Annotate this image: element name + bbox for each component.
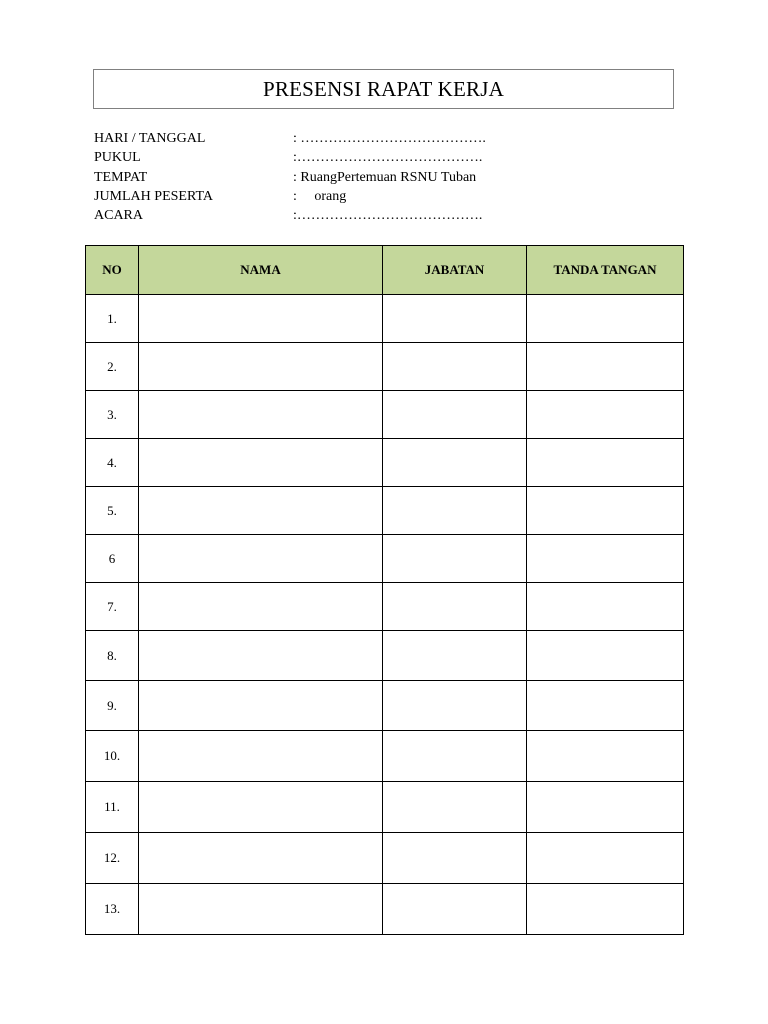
table-row <box>86 782 684 833</box>
cell-nama[interactable] <box>139 295 383 343</box>
cell-no: 10. <box>86 731 139 782</box>
cell-no: 12. <box>86 833 139 884</box>
cell-tanda-tangan[interactable] <box>527 884 684 935</box>
table-row <box>86 583 684 631</box>
cell-no: 8. <box>86 631 139 681</box>
info-label: TEMPAT <box>94 169 148 185</box>
cell-nama[interactable] <box>139 631 383 681</box>
table-row <box>86 439 684 487</box>
cell-no: 7. <box>86 583 139 631</box>
info-value: : …………………………………. <box>293 131 486 146</box>
cell-nama[interactable] <box>139 343 383 391</box>
cell-jabatan[interactable] <box>383 833 527 884</box>
cell-jabatan[interactable] <box>383 487 527 535</box>
cell-tanda-tangan[interactable] <box>527 439 684 487</box>
cell-nama[interactable] <box>139 681 383 731</box>
meeting-info <box>94 129 654 225</box>
cell-tanda-tangan[interactable] <box>527 833 684 884</box>
cell-tanda-tangan[interactable] <box>527 295 684 343</box>
info-value: :…………………………………. <box>293 150 483 166</box>
cell-jabatan[interactable] <box>383 583 527 631</box>
cell-no: 4. <box>86 439 139 487</box>
table-row <box>86 391 684 439</box>
table-row <box>86 343 684 391</box>
cell-jabatan[interactable] <box>383 631 527 681</box>
info-value: : orang <box>293 188 347 204</box>
cell-no: 11. <box>86 782 139 833</box>
info-row-date <box>94 129 654 148</box>
cell-tanda-tangan[interactable] <box>527 782 684 833</box>
cell-jabatan[interactable] <box>383 391 527 439</box>
info-row-time <box>94 148 654 167</box>
info-label: HARI / TANGGAL <box>94 131 206 146</box>
cell-no: 13. <box>86 884 139 935</box>
cell-tanda-tangan[interactable] <box>527 391 684 439</box>
document-title-box <box>93 69 674 109</box>
cell-jabatan[interactable] <box>383 535 527 583</box>
table-row <box>86 833 684 884</box>
info-label: JUMLAH PESERTA <box>94 188 213 204</box>
cell-nama[interactable] <box>139 391 383 439</box>
cell-nama[interactable] <box>139 782 383 833</box>
cell-tanda-tangan[interactable] <box>527 731 684 782</box>
cell-jabatan[interactable] <box>383 782 527 833</box>
cell-jabatan[interactable] <box>383 681 527 731</box>
document-title: PRESENSI RAPAT KERJA <box>263 76 504 101</box>
cell-jabatan[interactable] <box>383 731 527 782</box>
table-row <box>86 884 684 935</box>
cell-tanda-tangan[interactable] <box>527 535 684 583</box>
info-label: ACARA <box>94 208 144 224</box>
cell-jabatan[interactable] <box>383 343 527 391</box>
cell-no: 9. <box>86 681 139 731</box>
cell-tanda-tangan[interactable] <box>527 583 684 631</box>
cell-jabatan[interactable] <box>383 884 527 935</box>
table-row <box>86 631 684 681</box>
cell-jabatan[interactable] <box>383 295 527 343</box>
cell-tanda-tangan[interactable] <box>527 681 684 731</box>
column-header-no: NO <box>86 246 139 295</box>
info-row-place <box>94 168 654 187</box>
attendance-table <box>85 245 684 935</box>
info-label: PUKUL <box>94 150 141 166</box>
table-row <box>86 295 684 343</box>
info-value: :…………………………………. <box>293 208 483 224</box>
table-row <box>86 681 684 731</box>
table-row <box>86 487 684 535</box>
info-row-agenda <box>94 206 654 225</box>
cell-nama[interactable] <box>139 833 383 884</box>
table-row <box>86 535 684 583</box>
cell-nama[interactable] <box>139 439 383 487</box>
cell-nama[interactable] <box>139 487 383 535</box>
table-header-row <box>86 246 684 295</box>
cell-no: 3. <box>86 391 139 439</box>
column-header-tanda-tangan: TANDA TANGAN <box>527 246 684 295</box>
cell-no: 5. <box>86 487 139 535</box>
column-header-jabatan: JABATAN <box>383 246 527 295</box>
table-body <box>86 295 684 935</box>
cell-tanda-tangan[interactable] <box>527 487 684 535</box>
info-value: : RuangPertemuan RSNU Tuban <box>293 169 477 185</box>
cell-no: 2. <box>86 343 139 391</box>
cell-no: 6 <box>86 535 139 583</box>
column-header-nama: NAMA <box>139 246 383 295</box>
cell-jabatan[interactable] <box>383 439 527 487</box>
info-row-participants <box>94 187 654 206</box>
cell-nama[interactable] <box>139 731 383 782</box>
cell-nama[interactable] <box>139 583 383 631</box>
cell-nama[interactable] <box>139 884 383 935</box>
cell-no: 1. <box>86 295 139 343</box>
cell-tanda-tangan[interactable] <box>527 631 684 681</box>
table-row <box>86 731 684 782</box>
cell-nama[interactable] <box>139 535 383 583</box>
cell-tanda-tangan[interactable] <box>527 343 684 391</box>
